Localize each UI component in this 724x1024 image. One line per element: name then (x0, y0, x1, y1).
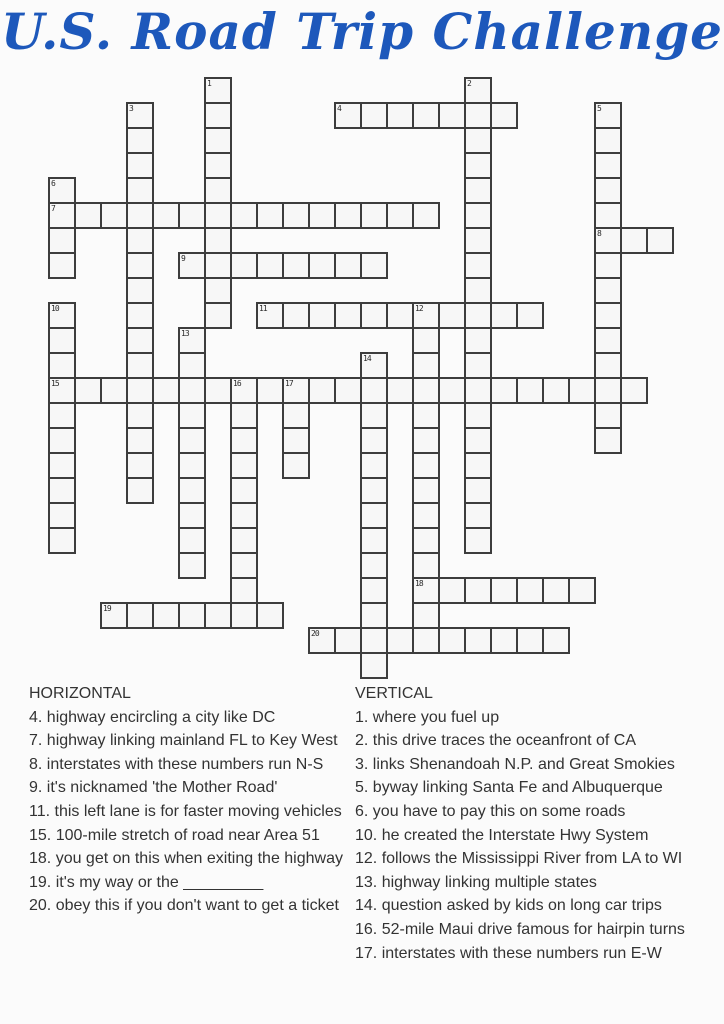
grid-cell[interactable] (48, 302, 76, 329)
grid-cell[interactable] (48, 502, 76, 529)
grid-cell[interactable] (386, 377, 414, 404)
clue-item: 17. interstates with these numbers run E-W (355, 944, 662, 962)
grid-cell[interactable] (620, 227, 648, 254)
grid-cell[interactable] (230, 577, 258, 604)
clues-vertical-list (355, 706, 720, 966)
grid-cell[interactable] (490, 102, 518, 129)
grid-cell[interactable] (308, 377, 336, 404)
grid-cell[interactable] (178, 252, 206, 279)
grid-cell[interactable] (542, 627, 570, 654)
grid-cell[interactable] (204, 377, 232, 404)
grid-cell[interactable] (48, 477, 76, 504)
grid-cell[interactable] (360, 652, 388, 679)
clues-horizontal-header: HORIZONTAL (29, 685, 131, 702)
grid-cell[interactable] (256, 377, 284, 404)
clue-item: 5. byway linking Santa Fe and Albuquerque (355, 779, 663, 797)
grid-cell[interactable] (412, 427, 440, 454)
grid-cell[interactable] (412, 377, 440, 404)
cell-number: 6 (51, 179, 55, 188)
grid-cell[interactable] (48, 427, 76, 454)
clue-item: 3. links Shenandoah N.P. and Great Smokies (355, 755, 675, 773)
grid-cell[interactable] (204, 227, 232, 254)
grid-cell[interactable] (178, 502, 206, 529)
grid-cell[interactable] (360, 402, 388, 429)
grid-cell[interactable] (126, 227, 154, 254)
grid-cell[interactable] (204, 127, 232, 154)
grid-cell[interactable] (464, 252, 492, 279)
grid-cell[interactable] (204, 177, 232, 204)
grid-cell[interactable] (178, 377, 206, 404)
grid-cell[interactable] (360, 527, 388, 554)
grid-cell[interactable] (464, 577, 492, 604)
clues-vertical-section (355, 682, 720, 965)
grid-cell[interactable] (282, 377, 310, 404)
grid-cell[interactable] (152, 202, 180, 229)
grid-cell[interactable] (152, 602, 180, 629)
grid-cell[interactable] (204, 202, 232, 229)
clue-item: 16. 52-mile Maui drive famous for hairpin turns (355, 920, 685, 938)
grid-cell[interactable] (204, 277, 232, 304)
grid-cell[interactable] (438, 577, 466, 604)
grid-cell[interactable] (594, 302, 622, 329)
grid-cell[interactable] (464, 627, 492, 654)
grid-cell[interactable] (438, 627, 466, 654)
grid-cell[interactable] (412, 552, 440, 579)
grid-cell[interactable] (48, 327, 76, 354)
grid-cell[interactable] (152, 377, 180, 404)
grid-cell[interactable] (464, 127, 492, 154)
cell-number: 5 (597, 104, 601, 113)
grid-cell[interactable] (334, 627, 362, 654)
grid-cell[interactable] (594, 177, 622, 204)
grid-cell[interactable] (412, 527, 440, 554)
grid-cell[interactable] (230, 427, 258, 454)
grid-cell[interactable] (48, 252, 76, 279)
grid-cell[interactable] (126, 327, 154, 354)
grid-cell[interactable] (568, 577, 596, 604)
grid-cell[interactable] (490, 627, 518, 654)
grid-cell[interactable] (360, 502, 388, 529)
grid-cell[interactable] (126, 252, 154, 279)
clue-item: 14. question asked by kids on long car trips (355, 897, 662, 915)
grid-cell[interactable] (230, 377, 258, 404)
grid-cell[interactable] (204, 602, 232, 629)
grid-cell[interactable] (230, 527, 258, 554)
grid-cell[interactable] (412, 202, 440, 229)
grid-cell[interactable] (230, 552, 258, 579)
grid-cell[interactable] (256, 302, 284, 329)
grid-cell[interactable] (360, 102, 388, 129)
cell-number: 14 (363, 354, 371, 363)
grid-cell[interactable] (282, 202, 310, 229)
grid-cell[interactable] (230, 502, 258, 529)
grid-cell[interactable] (412, 102, 440, 129)
clues-horizontal-section (29, 682, 354, 918)
grid-cell[interactable] (412, 602, 440, 629)
grid-cell[interactable] (438, 302, 466, 329)
grid-cell[interactable] (100, 377, 128, 404)
grid-cell[interactable] (334, 202, 362, 229)
grid-cell[interactable] (48, 377, 76, 404)
grid-cell[interactable] (464, 402, 492, 429)
grid-cell[interactable] (126, 152, 154, 179)
grid-cell[interactable] (412, 452, 440, 479)
grid-cell[interactable] (230, 477, 258, 504)
cell-number: 1 (207, 79, 211, 88)
grid-cell[interactable] (360, 552, 388, 579)
grid-cell[interactable] (360, 577, 388, 604)
grid-cell[interactable] (464, 377, 492, 404)
grid-cell[interactable] (464, 477, 492, 504)
grid-cell[interactable] (386, 302, 414, 329)
cell-number: 20 (311, 629, 319, 638)
grid-cell[interactable] (594, 327, 622, 354)
grid-cell[interactable] (594, 152, 622, 179)
grid-cell[interactable] (230, 202, 258, 229)
cell-number: 9 (181, 254, 185, 263)
grid-cell[interactable] (620, 377, 648, 404)
grid-cell[interactable] (412, 477, 440, 504)
grid-cell[interactable] (74, 202, 102, 229)
grid-cell[interactable] (490, 577, 518, 604)
grid-cell[interactable] (594, 427, 622, 454)
grid-cell[interactable] (48, 527, 76, 554)
grid-cell[interactable] (204, 152, 232, 179)
grid-cell[interactable] (542, 377, 570, 404)
grid-cell[interactable] (386, 627, 414, 654)
grid-cell[interactable] (126, 352, 154, 379)
clue-item: 9. it's nicknamed 'the Mother Road' (29, 779, 278, 797)
grid-cell[interactable] (464, 77, 492, 104)
cell-number: 10 (51, 304, 59, 313)
grid-cell[interactable] (360, 627, 388, 654)
grid-cell[interactable] (334, 252, 362, 279)
grid-cell[interactable] (464, 452, 492, 479)
grid-cell[interactable] (490, 302, 518, 329)
grid-cell[interactable] (308, 202, 336, 229)
grid-cell[interactable] (126, 127, 154, 154)
grid-cell[interactable] (594, 277, 622, 304)
clue-item: 8. interstates with these numbers run N-S (29, 755, 324, 773)
cell-number: 17 (285, 379, 293, 388)
grid-cell[interactable] (412, 402, 440, 429)
grid-cell[interactable] (464, 302, 492, 329)
cell-number: 19 (103, 604, 111, 613)
grid-cell[interactable] (126, 477, 154, 504)
grid-cell[interactable] (282, 402, 310, 429)
clue-item: 1. where you fuel up (355, 708, 500, 726)
grid-cell[interactable] (230, 602, 258, 629)
cell-number: 4 (337, 104, 341, 113)
grid-cell[interactable] (178, 552, 206, 579)
grid-cell[interactable] (516, 377, 544, 404)
grid-cell[interactable] (568, 377, 596, 404)
grid-cell[interactable] (464, 527, 492, 554)
grid-cell[interactable] (178, 477, 206, 504)
grid-cell[interactable] (360, 302, 388, 329)
grid-cell[interactable] (464, 277, 492, 304)
grid-cell[interactable] (282, 302, 310, 329)
grid-cell[interactable] (594, 227, 622, 254)
grid-cell[interactable] (412, 627, 440, 654)
clue-item: 10. he created the Interstate Hwy System (355, 826, 649, 844)
grid-cell[interactable] (178, 602, 206, 629)
grid-cell[interactable] (178, 527, 206, 554)
grid-cell[interactable] (360, 202, 388, 229)
grid-cell[interactable] (230, 252, 258, 279)
grid-cell[interactable] (282, 452, 310, 479)
grid-cell[interactable] (48, 352, 76, 379)
cell-number: 15 (51, 379, 59, 388)
grid-cell[interactable] (464, 152, 492, 179)
grid-cell[interactable] (256, 602, 284, 629)
cell-number: 16 (233, 379, 241, 388)
grid-cell[interactable] (48, 227, 76, 254)
grid-cell[interactable] (178, 352, 206, 379)
grid-cell[interactable] (126, 377, 154, 404)
grid-cell[interactable] (490, 377, 518, 404)
grid-cell[interactable] (438, 377, 466, 404)
grid-cell[interactable] (464, 177, 492, 204)
cell-number: 18 (415, 579, 423, 588)
grid-cell[interactable] (516, 577, 544, 604)
clue-item: 4. highway encircling a city like DC (29, 708, 276, 726)
grid-cell[interactable] (178, 452, 206, 479)
grid-cell[interactable] (464, 227, 492, 254)
grid-cell[interactable] (126, 452, 154, 479)
grid-cell[interactable] (48, 177, 76, 204)
grid-cell[interactable] (594, 377, 622, 404)
grid-cell[interactable] (308, 627, 336, 654)
grid-cell[interactable] (516, 627, 544, 654)
grid-cell[interactable] (360, 352, 388, 379)
clues-horizontal-list (29, 706, 354, 918)
cell-number: 13 (181, 329, 189, 338)
page-title: U.S. Road Trip Challenge (1, 2, 723, 61)
grid-cell[interactable] (100, 202, 128, 229)
grid-cell[interactable] (308, 252, 336, 279)
grid-cell[interactable] (412, 577, 440, 604)
grid-cell[interactable] (464, 502, 492, 529)
grid-cell[interactable] (204, 102, 232, 129)
grid-cell[interactable] (178, 427, 206, 454)
grid-cell[interactable] (464, 352, 492, 379)
clues-vertical-header: VERTICAL (355, 685, 433, 702)
grid-cell[interactable] (464, 427, 492, 454)
grid-cell[interactable] (282, 252, 310, 279)
grid-cell[interactable] (360, 427, 388, 454)
grid-cell[interactable] (360, 452, 388, 479)
grid-cell[interactable] (256, 202, 284, 229)
clue-item: 11. this left lane is for faster moving vehicles (29, 802, 342, 820)
grid-cell[interactable] (126, 177, 154, 204)
grid-cell[interactable] (360, 252, 388, 279)
cell-number: 3 (129, 104, 133, 113)
grid-cell[interactable] (594, 402, 622, 429)
grid-cell[interactable] (360, 477, 388, 504)
cell-number: 7 (51, 204, 55, 213)
cell-number: 2 (467, 79, 471, 88)
grid-cell[interactable] (412, 302, 440, 329)
clue-item: 19. it's my way or the _________ (29, 873, 264, 891)
grid-cell[interactable] (308, 302, 336, 329)
grid-cell[interactable] (594, 202, 622, 229)
clue-item: 20. obey this if you don't want to get a ticket (29, 897, 339, 915)
grid-cell[interactable] (178, 202, 206, 229)
clue-item: 18. you get on this when exiting the highway (29, 850, 343, 868)
grid-cell[interactable] (126, 277, 154, 304)
cell-number: 11 (259, 304, 267, 313)
grid-cell[interactable] (48, 402, 76, 429)
grid-cell[interactable] (178, 327, 206, 354)
grid-cell[interactable] (126, 427, 154, 454)
clue-item: 13. highway linking multiple states (355, 873, 597, 891)
grid-cell[interactable] (360, 377, 388, 404)
grid-cell[interactable] (360, 602, 388, 629)
grid-cell[interactable] (594, 102, 622, 129)
grid-cell[interactable] (126, 202, 154, 229)
grid-cell[interactable] (48, 202, 76, 229)
grid-cell[interactable] (204, 77, 232, 104)
grid-cell[interactable] (334, 302, 362, 329)
grid-cell[interactable] (412, 352, 440, 379)
grid-cell[interactable] (334, 377, 362, 404)
grid-cell[interactable] (464, 202, 492, 229)
grid-cell[interactable] (412, 502, 440, 529)
grid-cell[interactable] (230, 402, 258, 429)
grid-cell[interactable] (256, 252, 284, 279)
grid-cell[interactable] (516, 302, 544, 329)
grid-cell[interactable] (438, 102, 466, 129)
grid-cell[interactable] (74, 377, 102, 404)
clue-item: 12. follows the Mississippi River from LA to WI (355, 850, 683, 868)
grid-cell[interactable] (594, 352, 622, 379)
grid-cell[interactable] (178, 402, 206, 429)
grid-cell[interactable] (48, 452, 76, 479)
grid-cell[interactable] (126, 602, 154, 629)
grid-cell[interactable] (100, 602, 128, 629)
grid-cell[interactable] (386, 102, 414, 129)
grid-cell[interactable] (204, 302, 232, 329)
clue-item: 7. highway linking mainland FL to Key West (29, 732, 338, 750)
grid-cell[interactable] (126, 102, 154, 129)
grid-cell[interactable] (204, 252, 232, 279)
clue-item: 15. 100-mile stretch of road near Area 51 (29, 826, 320, 844)
grid-cell[interactable] (282, 427, 310, 454)
grid-cell[interactable] (594, 127, 622, 154)
grid-cell[interactable] (126, 402, 154, 429)
clue-item: 2. this drive traces the oceanfront of CA (355, 732, 637, 750)
clue-item: 6. you have to pay this on some roads (355, 802, 626, 820)
grid-cell[interactable] (464, 102, 492, 129)
grid-cell[interactable] (646, 227, 674, 254)
grid-cell[interactable] (126, 302, 154, 329)
grid-cell[interactable] (334, 102, 362, 129)
grid-cell[interactable] (386, 202, 414, 229)
grid-cell[interactable] (230, 452, 258, 479)
grid-cell[interactable] (594, 252, 622, 279)
grid-cell[interactable] (412, 327, 440, 354)
grid-cell[interactable] (542, 577, 570, 604)
cell-number: 12 (415, 304, 423, 313)
grid-cell[interactable] (464, 327, 492, 354)
cell-number: 8 (597, 229, 601, 238)
